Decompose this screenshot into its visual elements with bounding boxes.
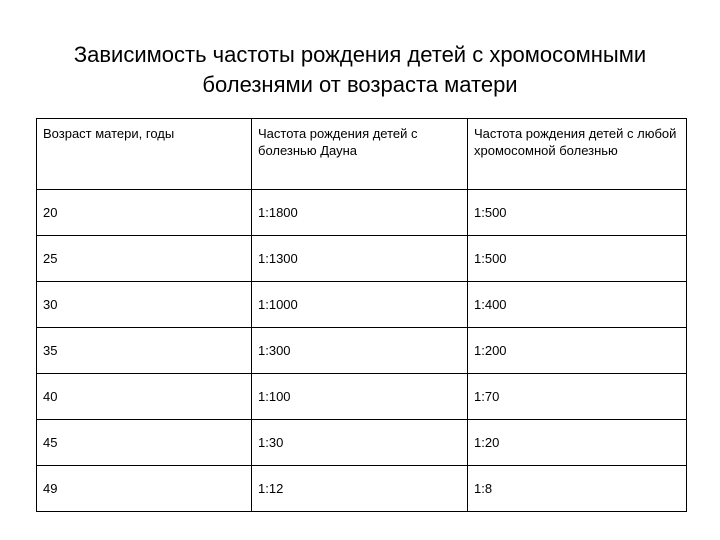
cell-down-rate: 1:100 [252,374,468,420]
header-any-chromosomal-rate: Частота рождения детей с любой хромосомной болезнью [468,119,687,190]
cell-any-rate: 1:20 [468,420,687,466]
cell-age: 30 [37,282,252,328]
title-line-1: Зависимость частоты рождения детей с хромосомными [73,42,647,67]
cell-any-rate: 1:400 [468,282,687,328]
table-row [37,236,687,282]
cell-any-rate: 1:70 [468,374,687,420]
cell-age: 35 [37,328,252,374]
table-row [37,282,687,328]
table-header-row [37,119,687,190]
table-row [37,190,687,236]
table-row [37,466,687,512]
table-row [37,374,687,420]
cell-age: 45 [37,420,252,466]
table-row [37,328,687,374]
header-down-syndrome-rate: Частота рождения детей с болезнью Дауна [252,119,468,190]
cell-down-rate: 1:1300 [252,236,468,282]
cell-age: 25 [37,236,252,282]
cell-down-rate: 1:12 [252,466,468,512]
cell-age: 20 [37,190,252,236]
cell-down-rate: 1:30 [252,420,468,466]
header-mother-age: Возраст матери, годы [37,119,252,190]
cell-any-rate: 1:500 [468,236,687,282]
cell-age: 49 [37,466,252,512]
page-title [0,40,720,100]
data-table [36,118,687,512]
cell-any-rate: 1:200 [468,328,687,374]
cell-age: 40 [37,374,252,420]
cell-down-rate: 1:300 [252,328,468,374]
cell-down-rate: 1:1000 [252,282,468,328]
table-row [37,420,687,466]
cell-down-rate: 1:1800 [252,190,468,236]
title-line-2: болезнями от возраста матери [202,72,518,97]
cell-any-rate: 1:8 [468,466,687,512]
cell-any-rate: 1:500 [468,190,687,236]
